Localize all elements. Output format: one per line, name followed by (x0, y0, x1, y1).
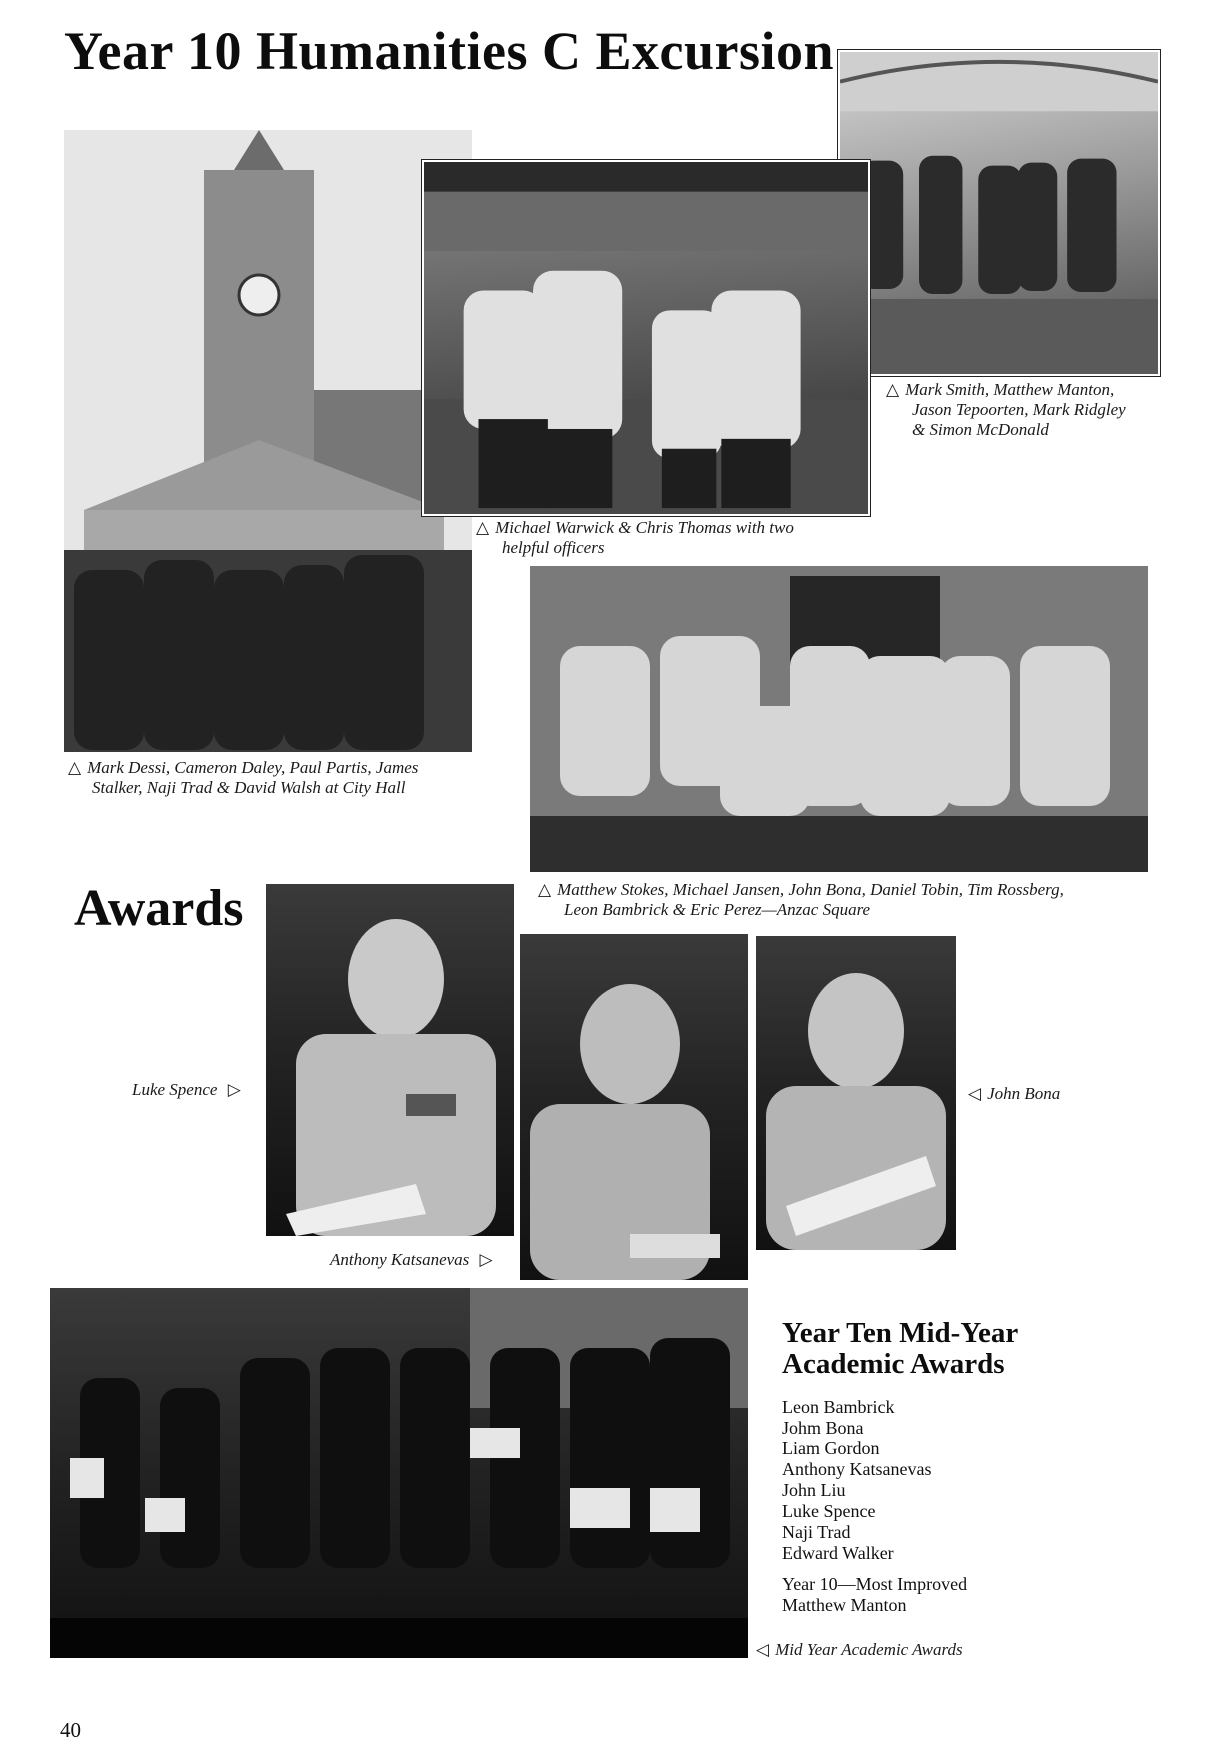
most-improved (782, 1574, 1082, 1616)
photo-anthony-katsanevas (520, 934, 748, 1280)
academic-awards-heading (782, 1318, 1082, 1381)
caption-city-hall (68, 758, 488, 798)
photo-luke-spence (266, 884, 514, 1236)
academic-awards-heading-line1: Year Ten Mid-Year (782, 1317, 1019, 1349)
caption-city-hall-line1: Mark Dessi, Cameron Daley, Paul Partis, James (87, 758, 419, 777)
section-heading-awards: Awards (74, 880, 244, 937)
photo-anzac-square (530, 566, 1148, 872)
award-name: Edward Walker (782, 1542, 894, 1563)
caption-officers-line2: helpful officers (502, 538, 605, 558)
academic-awards-panel (782, 1318, 1082, 1615)
award-name: Liam Gordon (782, 1438, 880, 1459)
triangle-up-icon: △ (476, 518, 490, 537)
caption-ceremony (756, 1640, 963, 1660)
photo-boat-group (838, 50, 1160, 376)
caption-officers (476, 518, 872, 558)
award-name: Johm Bona (782, 1417, 864, 1438)
award-name: Naji Trad (782, 1521, 851, 1542)
most-improved-name: Matthew Manton (782, 1594, 907, 1615)
caption-officers-line1: Michael Warwick & Chris Thomas with two (495, 518, 794, 537)
caption-john-bona (968, 1084, 1060, 1104)
caption-ceremony-text: Mid Year Academic Awards (775, 1640, 963, 1659)
caption-anzac-line2: Leon Bambrick & Eric Perez—Anzac Square (564, 900, 871, 920)
triangle-left-icon: ◁ (756, 1640, 770, 1659)
award-name: Anthony Katsanevas (782, 1459, 932, 1480)
caption-anzac (538, 880, 1158, 920)
photo-officers (422, 160, 870, 516)
triangle-left-icon: ◁ (968, 1084, 982, 1103)
triangle-right-icon: ▷ (227, 1080, 241, 1099)
photo-award-ceremony (50, 1288, 748, 1658)
caption-luke-text: Luke Spence (132, 1080, 218, 1099)
most-improved-label: Year 10—Most Improved (782, 1573, 968, 1594)
photo-john-bona (756, 936, 956, 1250)
caption-anthony (330, 1250, 499, 1270)
academic-awards-names (782, 1397, 1082, 1564)
caption-boat-line2: Jason Tepoorten, Mark Ridgley (912, 400, 1126, 420)
page-number: 40 (60, 1718, 81, 1742)
caption-anzac-line1: Matthew Stokes, Michael Jansen, John Bona, Daniel Tobin, Tim Rossberg, (557, 880, 1064, 899)
photo-city-hall (64, 130, 472, 752)
award-name: John Liu (782, 1480, 846, 1501)
caption-city-hall-line2: Stalker, Naji Trad & David Walsh at City Hall (92, 778, 406, 798)
caption-boat (886, 380, 1186, 440)
triangle-up-icon: △ (68, 758, 82, 777)
triangle-up-icon: △ (538, 880, 552, 899)
triangle-right-icon: ▷ (479, 1250, 493, 1269)
page-title: Year 10 Humanities C Excursion (64, 21, 835, 81)
caption-anthony-text: Anthony Katsanevas (330, 1250, 470, 1269)
caption-john-text: John Bona (987, 1084, 1061, 1103)
caption-boat-line1: Mark Smith, Matthew Manton, (905, 380, 1115, 399)
award-name: Leon Bambrick (782, 1396, 895, 1417)
caption-luke-spence (132, 1080, 247, 1100)
triangle-up-icon: △ (886, 380, 900, 399)
award-name: Luke Spence (782, 1501, 876, 1521)
academic-awards-heading-line2: Academic Awards (782, 1348, 1005, 1381)
caption-boat-line3: & Simon McDonald (912, 420, 1049, 440)
